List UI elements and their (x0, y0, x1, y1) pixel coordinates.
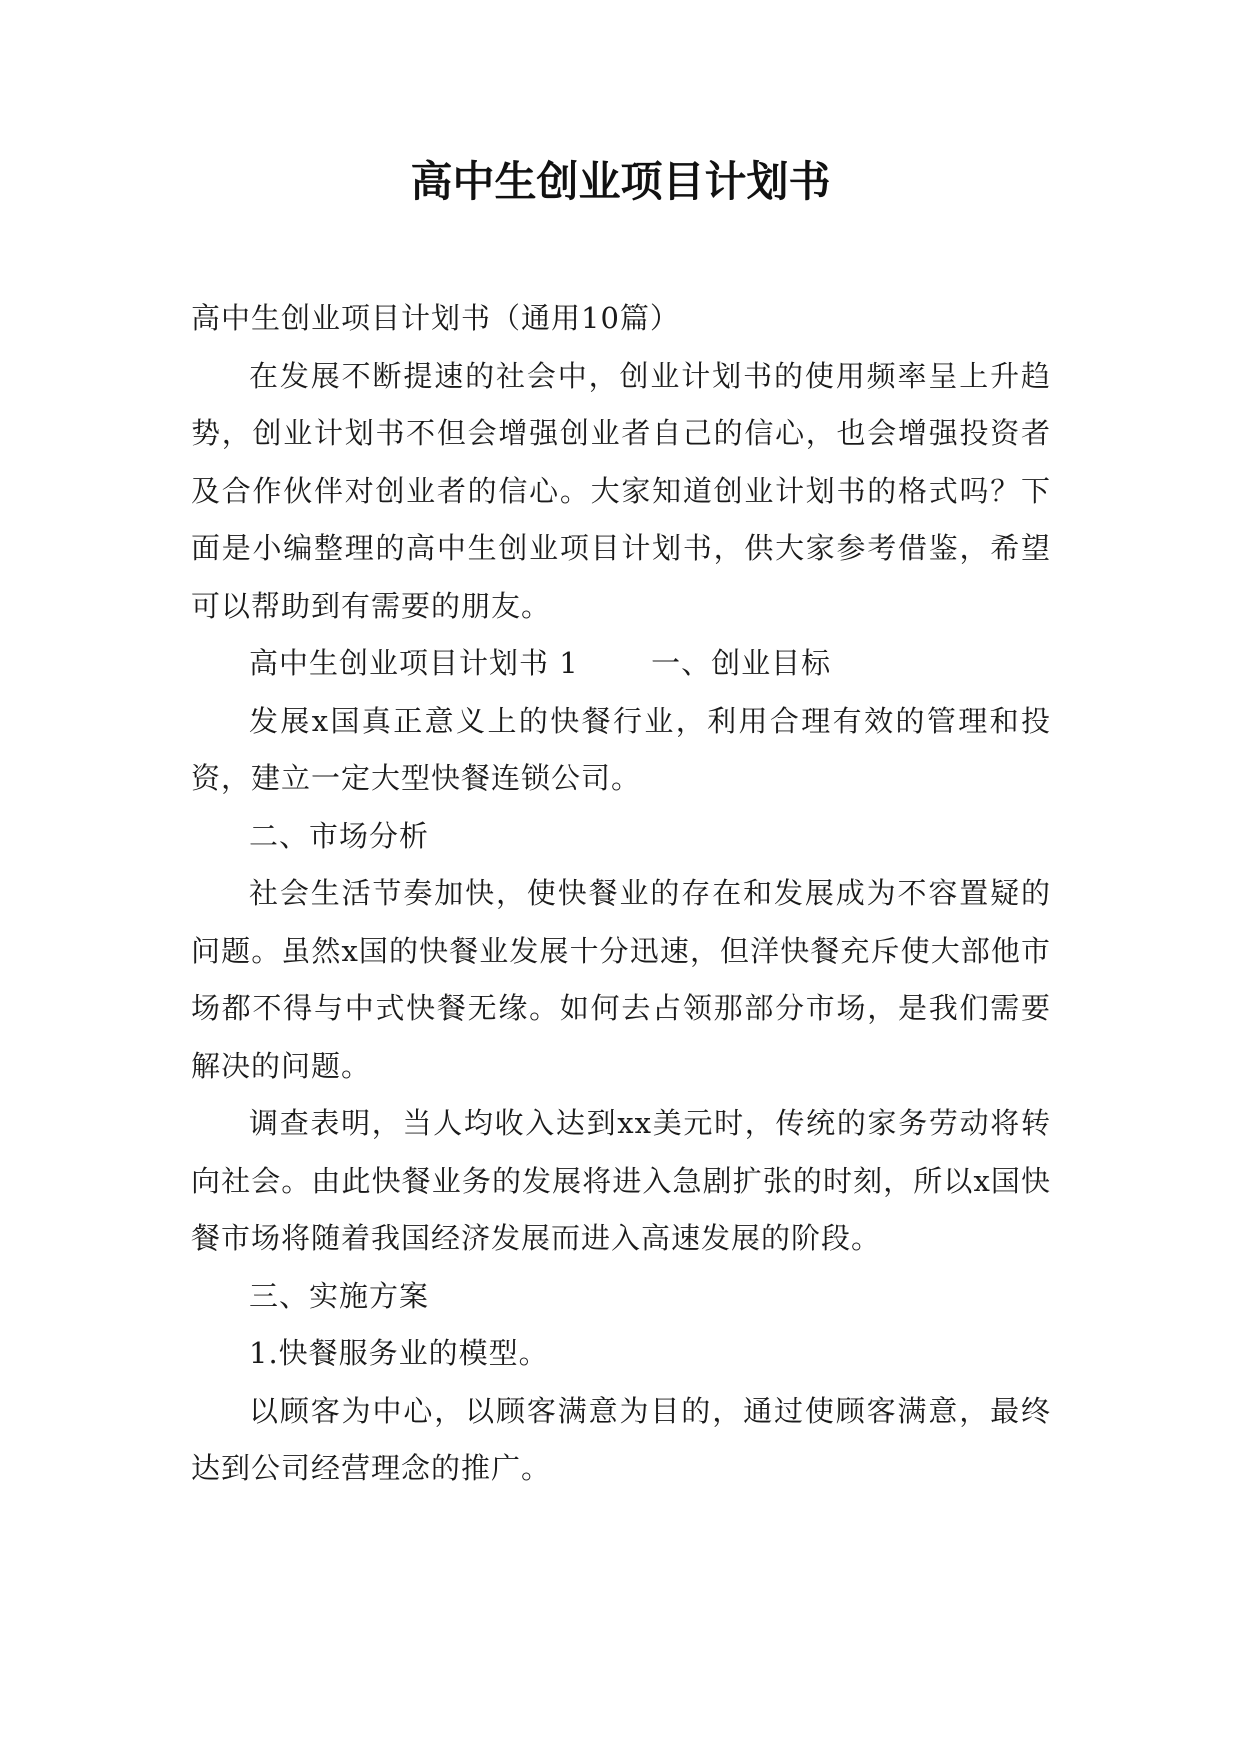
market-analysis-heading: 二、市场分析 (249, 818, 430, 853)
intro-paragraph: 在发展不断提速的社会中，创业计划书的使用频率呈上升趋势，创业计划书不但会增强创业者自己的信心，也会增强投资者及合作伙伴对创业者的信心。大家知道创业计划书的格式吗？下面是小编整理的高中生创业项目计划书，供大家参考借鉴，希望可以帮助到有需要的朋友。 (191, 358, 1051, 623)
document-title: 高中生创业项目计划书 (410, 157, 831, 206)
document-body (191, 290, 1051, 1498)
section-heading: 高中生创业项目计划书 1 (249, 646, 579, 680)
market-paragraph-2: 调查表明，当人均收入达到xx美元时，传统的家务劳动将转向社会。由此快餐业务的发展将进入急剧扩张的时刻，所以x国快餐市场将随着我国经济发展而进入高速发展的阶段。 (191, 1106, 1051, 1255)
market-paragraph-1: 社会生活节奏加快，使快餐业的存在和发展成为不容置疑的问题。虽然x国的快餐业发展十分迅速，但洋快餐充斥使大部他市场都不得与中式快餐无缘。如何去占领那部分市场，是我们需要解决的问题。 (191, 876, 1051, 1083)
model-heading: 1.快餐服务业的模型。 (249, 1336, 549, 1370)
goal-paragraph: 发展x国真正意义上的快餐行业，利用合理有效的管理和投资，建立一定大型快餐连锁公司。 (191, 703, 1051, 795)
implementation-heading: 三、实施方案 (249, 1278, 430, 1313)
section-subheading: 一、创业目标 (651, 646, 832, 680)
section-heading-line (191, 635, 1051, 693)
document-subtitle: 高中生创业项目计划书（通用10篇） (191, 301, 680, 335)
model-paragraph: 以顾客为中心，以顾客满意为目的，通过使顾客满意，最终达到公司经营理念的推广。 (191, 1393, 1051, 1485)
